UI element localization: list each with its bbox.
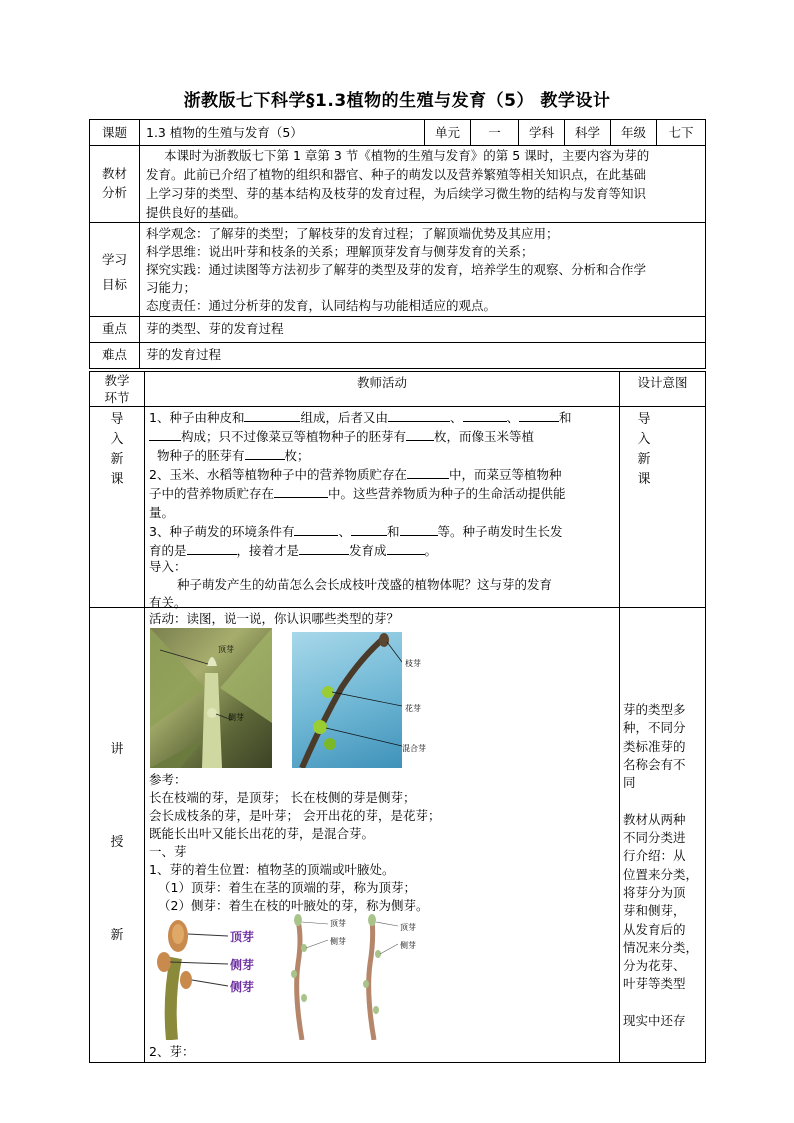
activity-text: 活动：读图，说一说，你认识哪些类型的芽？ <box>149 611 400 626</box>
intro-q3-line2: 育的是 ，接着才是 发育成 。 <box>149 543 438 558</box>
bud-photo-2 <box>292 632 402 768</box>
ref-line-3: 既能长出叶又能长出花的芽，是混合芽。 <box>149 826 375 841</box>
photo1-label-top: 顶芽 <box>218 645 234 654</box>
photo2-label-mixed: 混合芽 <box>402 744 426 753</box>
intro-q2-line1: 2、玉米、水稻等植物种子中的营养物质贮存在 中，而菜豆等植物种 <box>149 467 562 482</box>
objective-line-2: 科学思维：说出叶芽和枝条的关系；理解顶芽发育与侧芽发育的关系； <box>146 244 534 259</box>
objective-line-4: 习能力； <box>146 280 197 295</box>
teach-stage-char-1: 讲 <box>110 742 124 757</box>
diagram1-label-side2: 侧芽 <box>230 980 255 994</box>
teach-stage-char-2: 授 <box>110 835 124 850</box>
grade-value: 七下 <box>668 125 694 140</box>
stage-header-1: 教学 <box>104 373 130 388</box>
analysis-line-3: 上学习芽的类型、芽的基本结构及枝芽的发育过程，为后续学习微生物的结构与发育等知识 <box>146 186 647 201</box>
diagram2-label-side: 侧芽 <box>330 937 346 946</box>
keypoint-label: 重点 <box>101 321 127 336</box>
photo2-label-branch: 枝芽 <box>405 659 421 668</box>
twig-diagram-3 <box>358 914 428 1040</box>
objective-line-3: 探究实践：通过读图等方法初步了解芽的类型及芽的发育，培养学生的观察、分析和合作学 <box>146 262 647 277</box>
intro-intent-label: 导 入 新 课 <box>637 412 651 487</box>
section-title: 一、芽 <box>149 844 187 859</box>
objectives-label-1: 学习 <box>101 252 127 267</box>
intro-q2-line2: 子中的营养物质贮存在 中。这些营养物质为种子的生命活动提供能 <box>149 486 566 501</box>
ref-line-2: 会长成枝条的芽，是叶芽； 会开出花的芽，是花芽； <box>149 808 441 823</box>
objectives-label-2: 目标 <box>101 277 127 292</box>
intro-q1-line2: 构成；只不过像菜豆等植物种子的胚芽有 枚，而像玉米等植 <box>149 427 534 446</box>
twig-diagram-2 <box>284 914 354 1040</box>
stage-header-2: 环节 <box>104 390 130 405</box>
point-2: 2、芽： <box>149 1044 195 1059</box>
unit-label: 单元 <box>434 125 460 140</box>
intro-q3-line1: 3、种子萌发的环境条件有 、 和 等。种子萌发时生长发 <box>149 524 563 539</box>
objective-line-1: 科学观念：了解芽的类型；了解枝芽的发育过程；了解顶端优势及其应用； <box>146 226 559 241</box>
bud-photo-1 <box>150 628 272 768</box>
photo1-label-side: 侧芽 <box>228 713 244 722</box>
analysis-line-1: 本课时为浙教版七下第 1 章第 3 节《植物的生殖与发育》的第 5 课时，主要内容为芽的 <box>164 148 650 163</box>
diagram3-label-side: 侧芽 <box>400 941 416 950</box>
page-title: 浙教版七下科学§1.3植物的生殖与发育（5） 教学设计 <box>183 91 611 111</box>
intro-q1-line3: 物种子的胚芽有 枚； <box>157 448 310 463</box>
intro-stage-label: 导 入 新 课 <box>110 412 124 487</box>
bud-diagram-1 <box>150 918 230 1040</box>
diagram1-label-side1: 侧芽 <box>230 958 255 972</box>
ref-line-1: 长在枝端的芽，是顶芽； 长在枝侧的芽是侧芽； <box>149 790 416 805</box>
design-intent-header: 设计意图 <box>637 375 688 390</box>
intro-q2-line3: 量。 <box>149 505 175 520</box>
point-1-1: （1）顶芽：着生在茎的顶端的芽，称为顶芽； <box>158 880 416 895</box>
diagram3-label-top: 顶芽 <box>400 923 416 932</box>
teacher-activity-header: 教师活动 <box>356 375 407 390</box>
photo2-label-flower: 花芽 <box>405 704 421 713</box>
analysis-line-2: 发育。此前已介绍了植物的组织和器官、种子的萌发以及营养繁殖等相关知识点，在此基础 <box>146 167 647 182</box>
subject-label: 学科 <box>528 125 554 140</box>
point-1: 1、芽的着生位置：植物茎的顶端或叶腋处。 <box>149 862 395 877</box>
lead-label: 导入： <box>149 559 187 574</box>
teach-stage-char-3: 新 <box>110 928 124 943</box>
analysis-label-1: 教材 <box>101 166 127 181</box>
course-label: 课题 <box>101 125 127 140</box>
ref-label: 参考： <box>149 772 187 787</box>
analysis-line-4: 提供良好的基础。 <box>146 205 247 220</box>
intro-q1-line1: 1、种子由种皮和 组成，后者又由 、 、 和 <box>149 410 572 425</box>
keypoint-value: 芽的类型、芽的发育过程 <box>146 321 284 336</box>
lead-line-2: 有关。 <box>149 595 187 610</box>
diagram2-label-top: 顶芽 <box>330 919 346 928</box>
teach-intent: 芽的类型多 种，不同分 类标准芽的 名称会有不 同 教材从两种 不同分类进 行介绍：从 位置来分类， 将芽分为顶 芽和侧芽， 从发育后的 情况来分类， 分为花芽、 叶芽等类型 现实中还存 <box>623 702 699 1029</box>
difficulty-label: 难点 <box>101 347 127 362</box>
unit-value: 一 <box>488 125 501 140</box>
analysis-label-2: 分析 <box>101 185 127 200</box>
grade-label: 年级 <box>620 125 646 140</box>
lead-line-1: 种子萌发产生的幼苗怎么会长成枝叶茂盛的植物体呢？这与芽的发育 <box>177 577 553 592</box>
difficulty-value: 芽的发育过程 <box>146 347 222 362</box>
objective-line-5: 态度责任：通过分析芽的发育，认同结构与功能相适应的观点。 <box>146 298 497 313</box>
diagram1-label-top: 顶芽 <box>230 930 255 944</box>
course-value: 1.3 植物的生殖与发育（5） <box>146 125 303 140</box>
point-1-2: （2）侧芽：着生在枝的叶腋处的芽，称为侧芽。 <box>158 898 429 913</box>
subject-value: 科学 <box>574 125 600 140</box>
